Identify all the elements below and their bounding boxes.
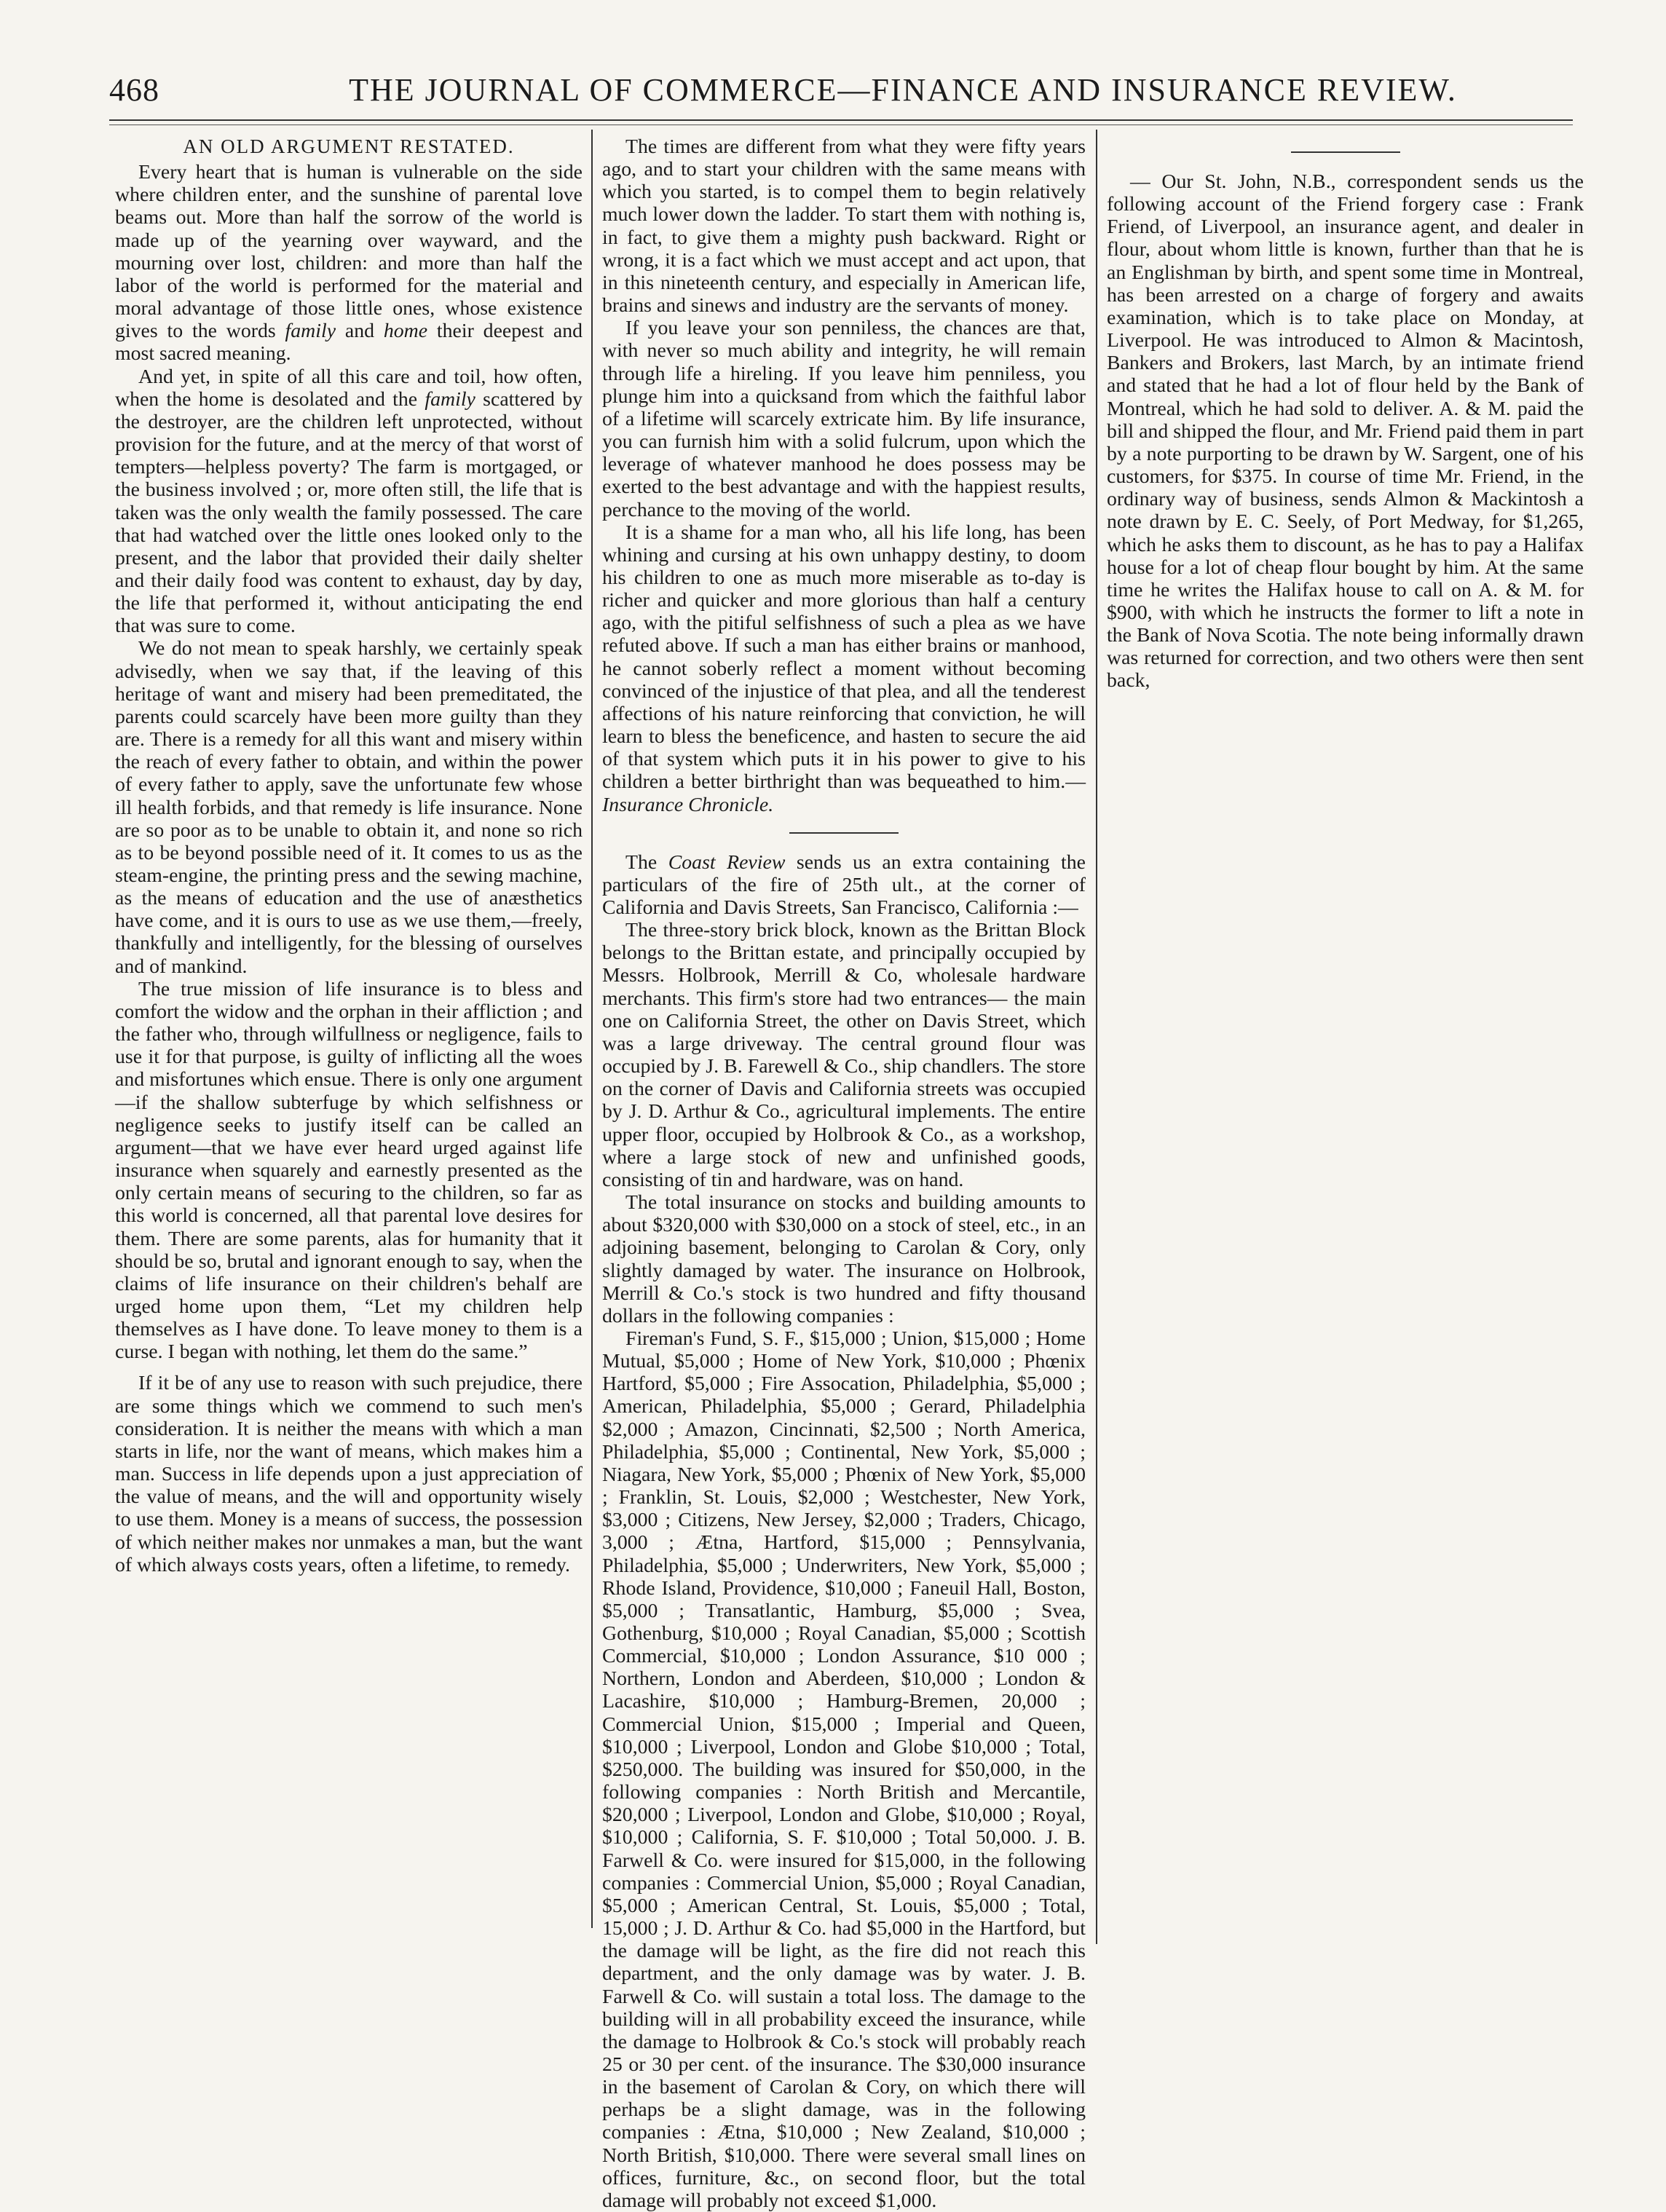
page-number: 468 [109, 72, 159, 108]
column-divider [591, 130, 593, 1928]
article-paragraph: The times are different from what they were fifty years ago, and to start your children with the same means with which you started, is to compel them to begin relatively much lower down the ladder. To start them with nothing is, in fact, to give them a mighty push backward. Right or wrong, it is a fact which we must accept and act upon, that in this nineteenth century, and especially in American life, brains and sinews and industry are the servants of money. [602, 135, 1086, 317]
article-source: Insurance Chronicle. [602, 793, 774, 816]
article-paragraph: If you leave your son penniless, the chances are that, with never so much ability and integrity, he will remain through life a hireling. If you leave him penniless, you plunge him into a quicksand from which the faithful labor of a lifetime will scarcely extricate him. By life insurance, you can furnish him with a solid fulcrum, upon which the leverage of whatever manhood he does possess may be exerted to the best advantage and with the happiest results, perchance to the moving of the world. [602, 317, 1086, 521]
column-3 [1107, 135, 1584, 1948]
header-rule [109, 119, 1573, 121]
article-paragraph: Fireman's Fund, S. F., $15,000 ; Union, $15,000 ; Home Mutual, $5,000 ; Home of New York, $10,000 ; Phœnix Hartford, $5,000 ; Fire Assocation, Philadelphia, $5,000 ; American, Philadelphia, $5,000 ; Gerard, Philadelphia $2,000 ; Amazon, Cincinnati, $2,500 ; North America, Philadelphia, $5,000 ; Continental, New York, $5,000 ; Niagara, New York, $5,000 ; Phœnix of New York, $5,000 ; Franklin, St. Louis, $2,000 ; Westchester, New York, $3,000 ; Citizens, New Jersey, $2,000 ; Traders, Chicago, 3,000 ; Ætna, Hartford, $15,000 ; Pennsylvania, Philadelphia, $5,000 ; Underwriters, New York, $5,000 ; Rhode Island, Providence, $10,000 ; Faneuil Hall, Boston, $5,000 ; Transatlantic, Hamburg, $5,000 ; Svea, Gothenburg, $10,000 ; Royal Canadian, $5,000 ; Scottish Commercial, $10,000 ; London Assurance, $10 000 ; Northern, London and Aberdeen, $10,000 ; London & Lacashire, $10,000 ; Hamburg-Bremen, 20,000 ; Commercial Union, $15,000 ; Imperial and Queen, $10,000 ; Liverpool, London and Globe $10,000 ; Total, $250,000. The building was insured for $50,000, in the following companies : North British and Mercantile, $20,000 ; Liverpool, London and Globe, $10,000 ; Royal, $10,000 ; California, S. F. $10,000 ; Total 50,000. J. B. Farwell & Co. were insured for $15,000, in the following companies : Commercial Union, $5,000 ; Royal Canadian, $5,000 ; American Central, St. Louis, $5,000 ; Total, 15,000 ; J. D. Arthur & Co. had $5,000 in the Hartford, but the damage will be light, as the fire did not reach this department, and the only damage was by water. J. B. Farwell & Co. will sustain a total loss. The damage to the building will in all probability exceed the insurance, while the damage to Holbrook & Co.'s stock will probably reach 25 or 30 per cent. of the insurance. The $30,000 insurance in the basement of Carolan & Cory, on which there will perhaps be a slight damage, was in the following companies : Ætna, $10,000 ; New Zealand, $10,000 ; North British, $10,000. There were several small lines on offices, furniture, &c., on second floor, but the total damage will probably not exceed $1,000. [602, 1327, 1086, 2212]
journal-title: THE JOURNAL OF COMMERCE—FINANCE AND INSURANCE REVIEW. [349, 72, 1457, 108]
article-paragraph: The three-story brick block, known as the Brittan Block belongs to the Brittan estate, and principally occupied by Messrs. Holbrook, Merrill & Co, wholesale hardware merchants. This firm's store had two entrances— the main one on California Street, the other on Davis Street, which was a large driveway. The central ground flour was occupied by J. B. Farewell & Co., ship chandlers. The store on the corner of Davis and California streets was occupied by J. D. Arthur & Co., agricultural implements. The entire upper floor, occupied by Holbrook & Co., as a workshop, where a large stock of new and unfinished goods, consisting of tin and hardware, was on hand. [602, 919, 1086, 1191]
article-paragraph: If it be of any use to reason with such prejudice, there are some things which we commend to such men's consideration. It is neither the means with which a man starts in life, nor the want of means, which makes him a man. Success in life depends upon a just appreciation of the value of means, and the will and opportunity wisely to use them. Money is a means of success, the possession of which neither makes nor unmakes a man, but the want of which always costs years, often a lifetime, to remedy. [115, 1372, 583, 1576]
column-2 [602, 135, 1086, 2212]
column-1 [115, 135, 583, 1948]
article-paragraph: Every heart that is human is vulnerable on the side where children enter, and the sunshine of parental love beams out. More than half the sorrow of the world is made up of the yearning over wayward, and the mourning over lost, children: and more than half the labor of the world is performed for the material and moral advantage of those little ones, whose existence gives to the words family and home their deepest and most sacred meaning. [115, 161, 583, 366]
article-paragraph: The true mission of life insurance is to bless and comfort the widow and the orphan in their affliction ; and the father who, through wilfullness or negligence, fails to use it for that purpose, is guilty of inflicting all the woes and misfortunes which ensue. There is only one argument—if the shallow subterfuge by which selfishness or negligence seeks to justify itself can be called an argument—that we have ever heard urged against life insurance when squarely and earnestly presented as the only certain means of securing to the children, so far as this world is concerned, all that parental love desires for them. There are some parents, alas for humanity that it should be so, brutal and ignorant enough to say, when the claims of life insurance on their children's behalf are urged home upon them, “Let my children help themselves as I have done. To leave money to them is a curse. I began with nothing, let them do the same.” [115, 977, 583, 1364]
publication-name: Coast Review [668, 850, 786, 874]
article-paragraph: The Coast Review sends us an extra containing the particulars of the fire of 25th ult., at the corner of California and Davis Streets, San Francisco, California :— [602, 850, 1086, 919]
article-paragraph: We do not mean to speak harshly, we certainly speak advisedly, when we say that, if the leaving of this heritage of want and misery had been premeditated, the parents could scarcely have been more guilty than they are. There is a remedy for all this want and misery within the reach of every father to obtain, and within the power of every father to apply, save the unfortunate few whose ill health forbids, and that remedy is life insurance. None are so poor as to be unable to obtain it, and none so rich as to be beyond possible need of it. It comes to us as the steam-engine, the printing press and the sewing machine, as the means of education and the use of anæsthetics have come, and it is ours to use as we use them,—freely, thankfully and intelligently, for the blessing of ourselves and of mankind. [115, 637, 583, 978]
article-separator [1291, 151, 1400, 153]
page-header [109, 71, 1566, 115]
article-separator [789, 832, 899, 834]
article-headline: AN OLD ARGUMENT RESTATED. [183, 135, 515, 157]
column-divider [1096, 130, 1097, 1944]
article-paragraph: And yet, in spite of all this care and toil, how often, when the home is desolated and the family scattered by the destroyer, are the children left unprotected, without provision for the future, and at the mercy of that worst of tempters—helpless poverty? The farm is mortgaged, or the business involved ; or, more often still, the life that is taken was the only wealth the family possessed. The care that had watched over the little ones looked only to the present, and the labor that provided their daily shelter and their daily food was content to exhaust, day by day, the life that performed it, without anticipating the end that was sure to come. [115, 365, 583, 638]
article-paragraph: It is a shame for a man who, all his life long, has been whining and cursing at his own unhappy destiny, to doom his children to one as much more miserable as to-day is richer and quicker and more glorious than half a century ago, with the pitiful selfishness of such a plea as we have refuted above. If such a man has either brains or manhood, he cannot soberly reflect a moment without becoming convinced of the injustice of that plea, and all the tenderest affections of his nature reinforcing that conviction, he will learn to bless the beneficence, and hasten to secure the aid of that system which puts it in his power to give to his children a better birthright than was bequeathed to him.—Insurance Chronicle. [602, 521, 1086, 816]
article-paragraph: The total insurance on stocks and building amounts to about $320,000 with $30,000 on a stock of steel, etc., in an adjoining basement, belonging to Carolan & Cory, only slightly damaged by water. The insurance on Holbrook, Merrill & Co.'s stock is two hundred and fifty thousand dollars in the following companies : [602, 1191, 1086, 1327]
article-paragraph: — Our St. John, N.B., correspondent sends us the following account of the Friend forgery case : Frank Friend, of Liverpool, an insurance agent, and dealer in flour, about whom little is known, further than that he is an Englishman by birth, and spent some time in Montreal, has been arrested on a charge of forgery and awaits examination, which is to take place on Monday, at Liverpool. He was introduced to Almon & Macintosh, Bankers and Brokers, last March, by an intimate friend and stated that he had a lot of flour held by the Bank of Montreal, which he had sold to deliver. A. & M. paid the bill and shipped the flour, and Mr. Friend paid them in part by a note purporting to be drawn by W. Sargent, one of his customers, for $375. In course of time Mr. Friend, in the ordinary way of business, sends Almon & Mackintosh a note drawn by E. C. Seely, of Port Medway, for $1,265, which he asks them to discount, as he has to pay a Halifax house for a lot of cheap flour bought by him. At the same time he writes the Halifax house to call on A. & M. for $900, with which he instructs the former to lift a note in the Bank of Nova Scotia. The note being informally drawn was returned for correction, and two others were then sent back, [1107, 170, 1584, 692]
